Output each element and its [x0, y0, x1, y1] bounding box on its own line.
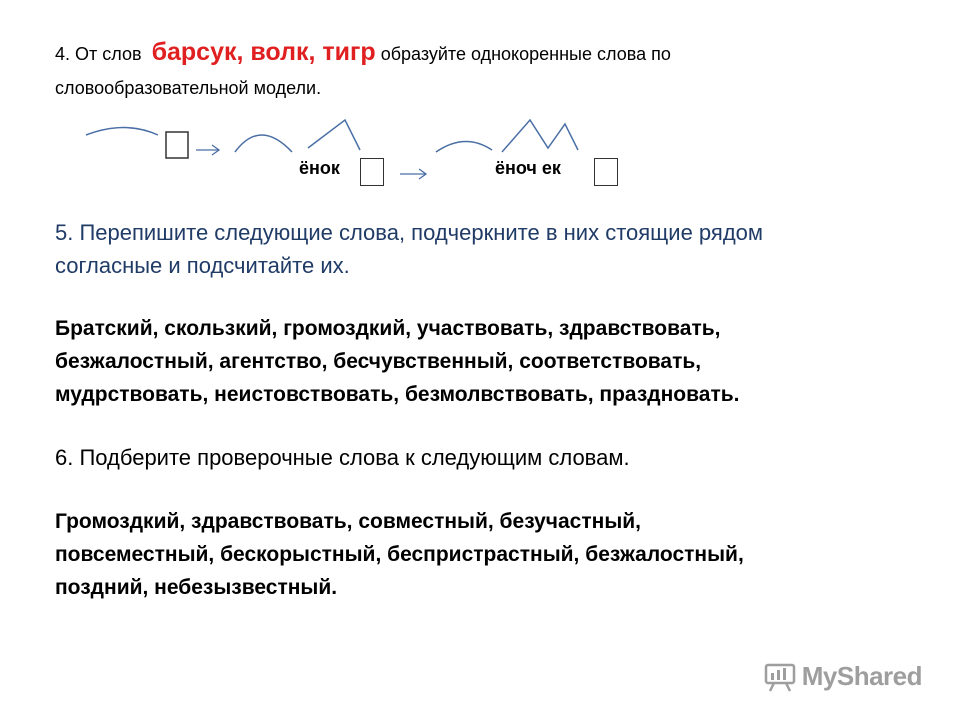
ending-box [360, 158, 384, 186]
task6-words-line: поздний, небезызвестный. [55, 576, 338, 599]
myshared-logo [764, 661, 922, 692]
task5-instruction [55, 216, 763, 282]
arrow-icon [196, 145, 219, 155]
suffix-mark [308, 120, 360, 150]
task5-line: согласные и подсчитайте их. [55, 253, 350, 278]
ending-box [166, 132, 188, 158]
root-arc [86, 128, 158, 136]
root-arc [235, 135, 292, 152]
task6-words-line: повсеместный, бескорыстный, беспристрастный, безжалостный, [55, 543, 744, 566]
task4-text [55, 38, 671, 98]
task4-prefix: 4. От слов [55, 44, 142, 64]
ending-box [594, 158, 618, 186]
task5-words-line: мудрствовать, неистовствовать, безмолвствовать, праздновать. [55, 383, 740, 406]
suffix-mark [502, 120, 578, 152]
suffix-1-label: ёнок [299, 158, 340, 178]
task5-line: 5. Перепишите следующие слова, подчеркните в них стоящие рядом [55, 220, 764, 245]
presentation-board-icon [764, 662, 796, 692]
task4-line2: словообразовательной модели. [55, 78, 322, 98]
task6-words [55, 505, 744, 604]
task4-words: барсук, волк, тигр [151, 38, 376, 66]
task5-words-line: безжалостный, агентство, бесчувственный, соответствовать, [55, 350, 702, 373]
logo-text: MyShared [801, 661, 922, 691]
suffix-2-label: ёноч ек [495, 158, 561, 178]
task5-words-line: Братский, скользкий, громоздкий, участвовать, здравствовать, [55, 317, 721, 340]
task6-instruction: 6. Подберите проверочные слова к следующим словам. [55, 445, 630, 470]
arrow-icon [400, 169, 426, 179]
task5-words [55, 312, 739, 411]
word-model-diagram [0, 110, 700, 200]
root-arc [436, 141, 492, 152]
task6-words-line: Громоздкий, здравствовать, совместный, безучастный, [55, 510, 642, 533]
task4-rest: образуйте однокоренные слова по [380, 44, 671, 64]
